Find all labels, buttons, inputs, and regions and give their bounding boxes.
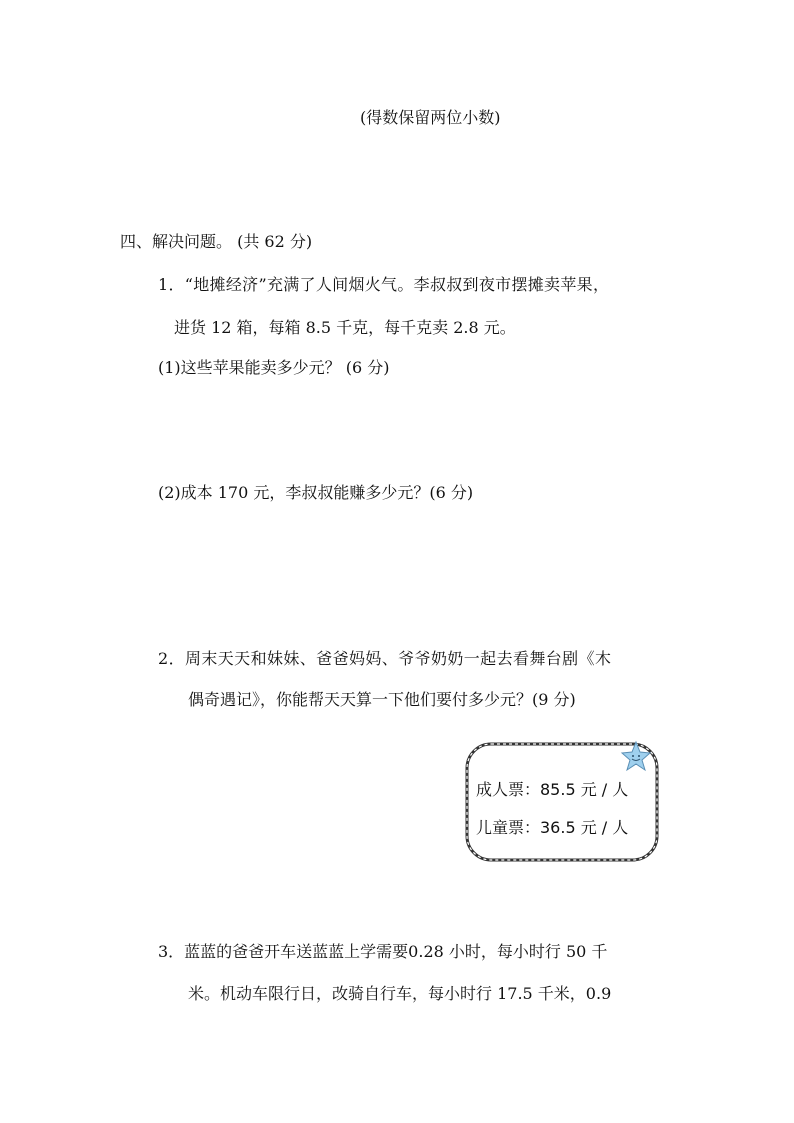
section-heading: 四、解决问题。 (共 62 分): [120, 232, 313, 251]
rounding-note: (得数保留两位小数): [360, 108, 501, 127]
question-1-part-1: (1)这些苹果能卖多少元？ (6 分): [158, 358, 390, 377]
ticket-price-box: [464, 740, 660, 864]
question-1-text-line-1: 1．“地摊经济”充满了人间烟火气。李叔叔到夜市摆摊卖苹果，: [158, 275, 610, 294]
question-3-text-line-1: 3．蓝蓝的爸爸开车送蓝蓝上学需要0.28 小时，每小时行 50 千: [158, 942, 608, 961]
question-1-part-2: (2)成本 170 元，李叔叔能赚多少元？(6 分): [158, 483, 474, 502]
child-ticket-price: 儿童票：36.5 元 / 人: [476, 818, 629, 837]
question-2-text-line-1: 2．周末天天和妹妹、爸爸妈妈、爷爷奶奶一起去看舞台剧《木: [158, 649, 612, 668]
question-2-text-line-2: 偶奇遇记》，你能帮天天算一下他们要付多少元？(9 分): [188, 690, 576, 709]
adult-ticket-price: 成人票：85.5 元 / 人: [476, 780, 629, 799]
rope-frame-icon: [464, 740, 660, 864]
question-3-text-line-2: 米。机动车限行日，改骑自行车，每小时行 17.5 千米，0.9: [188, 984, 612, 1003]
question-1-text-line-2: 进货 12 箱，每箱 8.5 千克，每千克卖 2.8 元。: [174, 318, 516, 337]
